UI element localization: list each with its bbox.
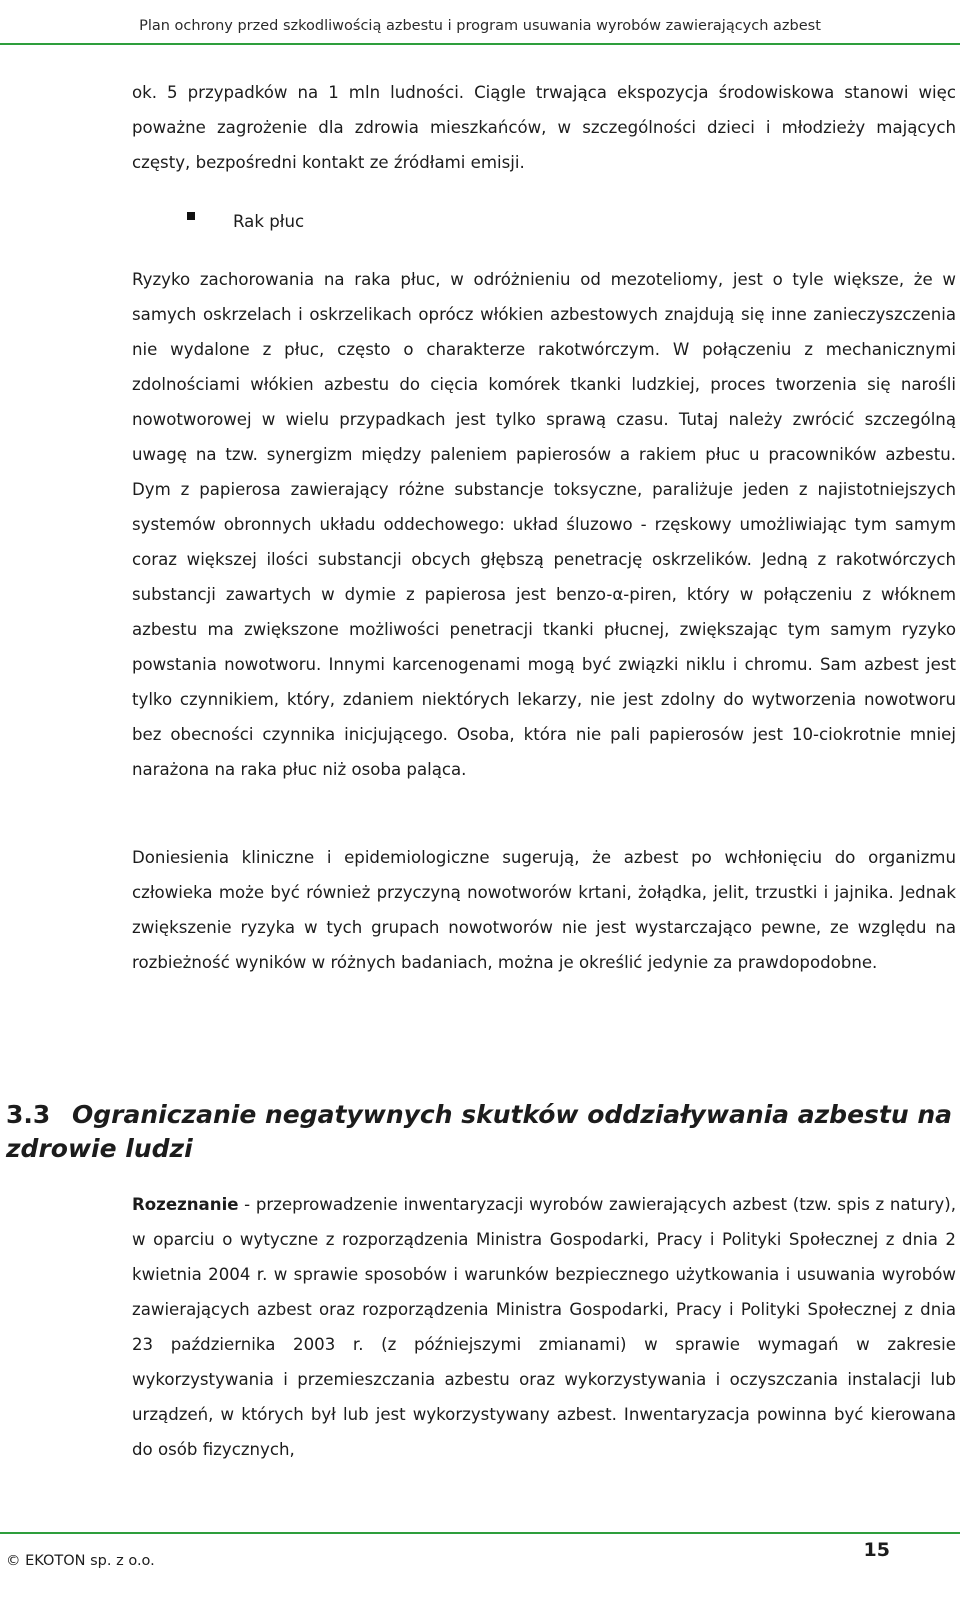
square-bullet-icon	[187, 212, 195, 220]
rozeznanie-text: - przeprowadzenie inwentaryzacji wyrobów zawierających azbest (tzw. spis z natury), w oparciu o wytyczne z rozporządzenia Ministra Gospodarki, Pracy i Polityki Społecznej z dnia 2 kwietnia 2004 r. w sprawie sposobów i warunków bezpiecznego użytkowania i usuwania wyrobów zawierających azbest oraz rozporządzenia Ministra Gospodarki, Pracy i Polityki Społecznej z dnia 23 października 2003 r. (z późniejszymi zmianami) w sprawie wymagań w zakresie wykorzystywania i przemieszczania azbestu oraz wykorzystywania i oczyszczania instalacji lub urządzeń, w których był lub jest wykorzystywany azbest. Inwentaryzacja powinna być kierowana do osób fizycznych,	[132, 1195, 956, 1459]
paragraph-rak-pluc: Ryzyko zachorowania na raka płuc, w odróżnieniu od mezoteliomy, jest o tyle większe, że w samych oskrzelach i oskrzelikach oprócz włókien azbestowych znajdują się inne zanieczyszczenia nie wydalone z płuc, często o charakterze rakotwórczym. W połączeniu z mechanicznymi zdolnościami włókien azbestu do cięcia komórek tkanki ludzkiej, proces tworzenia się narośli nowotworowej w wielu przypadkach jest tylko sprawą czasu. Tutaj należy zwrócić szczególną uwagę na tzw. synergizm między paleniem papierosów a rakiem płuc u pracowników azbestu. Dym z papierosa zawierający różne substancje toksyczne, paraliżuje jeden z najistotniejszych systemów obronnych układu oddechowego: układ śluzowo - rzęskowy umożliwiając tym samym coraz większej ilości substancji obcych głębszą penetrację oskrzelików. Jedną z rakotwórczych substancji zawartych w dymie z papierosa jest benzo-α-piren, który w połączeniu z włóknem azbestu ma zwiększone możliwości penetracji tkanki płucnej, zwiększając tym samym ryzyko powstania nowotworu. Innymi karcenogenami mogą być związki niklu i chromu. Sam azbest jest tylko czynnikiem, który, zdaniem niektórych lekarzy, nie jest zdolny do wytworzenia nowotworu bez obecności czynnika inicjującego. Osoba, która nie pali papierosów jest 10-ciokrotnie mniej narażona na raka płuc niż osoba paląca.	[132, 270, 956, 779]
paragraph-continuation: ok. 5 przypadków na 1 mln ludności. Ciągle trwająca ekspozycja środowiskowa stanowi więc poważne zagrożenie dla zdrowia mieszkańców, w szczególności dzieci i młodzieży mających częsty, bezpośredni kontakt ze źródłami emisji.	[132, 83, 956, 172]
bullet-heading: Rak płuc	[233, 212, 305, 231]
section-title: Ograniczanie negatywnych skutków oddziaływania azbestu na zdrowie ludzi	[6, 1100, 953, 1163]
footer-company: © EKOTON sp. z o.o.	[6, 1553, 155, 1569]
header-title: Plan ochrony przed szkodliwością azbestu i program usuwania wyrobów zawierających azbest	[139, 18, 821, 34]
paragraph-rozeznanie	[132, 1187, 956, 1467]
section-number: 3.3	[6, 1100, 51, 1129]
page-number: 15	[863, 1539, 890, 1561]
footer-divider	[0, 1532, 960, 1534]
rozeznanie-term: Rozeznanie	[132, 1195, 239, 1214]
header-divider	[0, 43, 960, 45]
page-header	[0, 0, 960, 44]
paragraph-clinical: Doniesienia kliniczne i epidemiologiczne sugerują, że azbest po wchłonięciu do organizmu człowieka może być również przyczyną nowotworów krtani, żołądka, jelit, trzustki i jajnika. Jednak zwiększenie ryzyka w tych grupach nowotworów nie jest wystarczająco pewne, ze względu na rozbieżność wyników w różnych badaniach, można je określić jedynie za prawdopodobne.	[132, 848, 956, 972]
section-heading	[6, 1098, 956, 1166]
